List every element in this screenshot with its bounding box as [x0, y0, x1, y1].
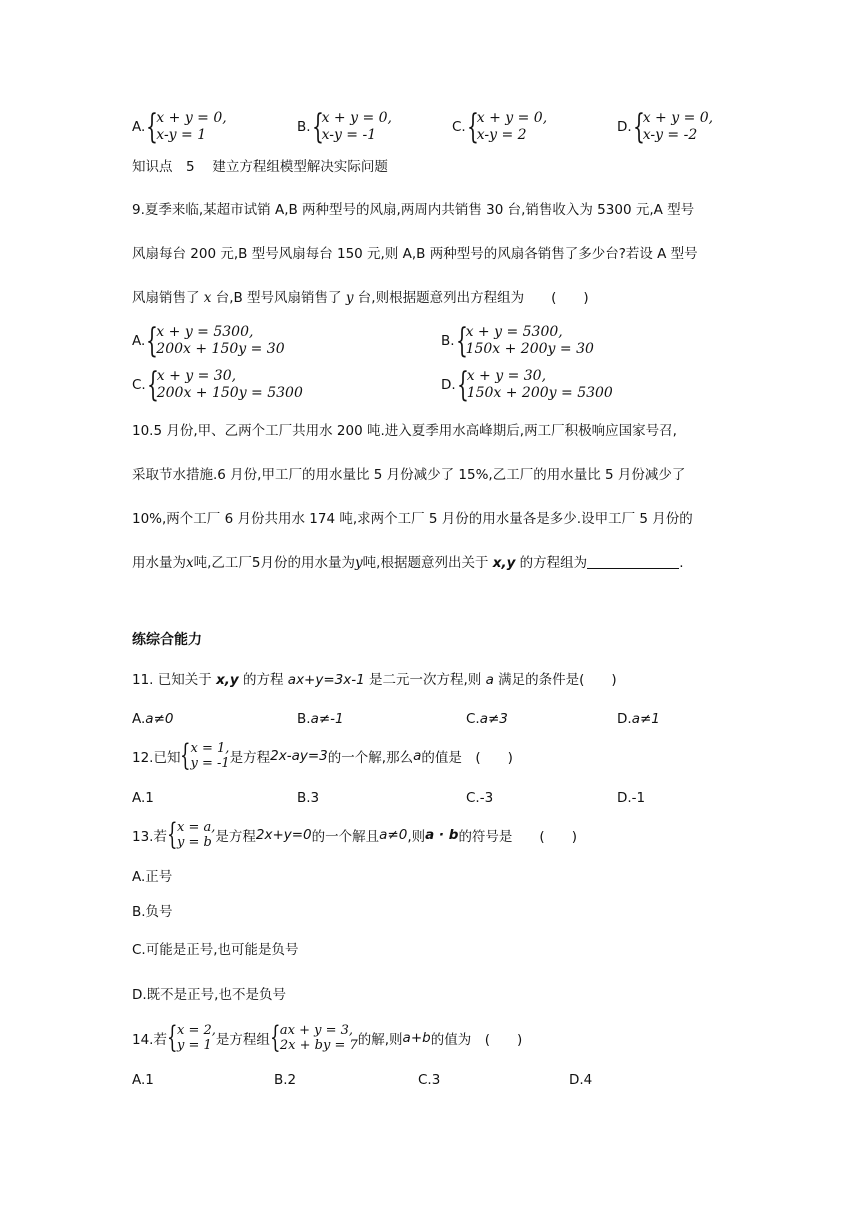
brace: {: [466, 107, 479, 147]
knowledge-point-5: 知识点 5 建立方程组模型解决实际问题: [132, 159, 388, 175]
q11-stem: 11. 已知关于 x,y 的方程 ax+y=3x-1 是二元一次方程,则 a 满足的条件是( ): [132, 672, 617, 688]
q9-option-c: C. { x + y = 30, 200x + 150y = 5300: [132, 365, 303, 405]
q9-line-2: 风扇每台 200 元,B 型号风扇每台 150 元,则 A,B 两种型号的风扇各销售了多少台?若设 A 型号: [132, 246, 698, 262]
answer-blank[interactable]: [587, 554, 679, 569]
q10-line-2: 采取节水措施.6 月份,甲工厂的用水量比 5 月份减少了 15%,乙工厂的用水量比 5 月份减少了: [132, 467, 686, 483]
q13-option-b: B.负号: [132, 904, 173, 920]
brace: {: [146, 107, 159, 147]
q12-option-d: D.-1: [617, 790, 646, 806]
q13-option-a: A.正号: [132, 869, 173, 885]
q12-option-a: A.1: [132, 790, 154, 806]
q12-option-c: C.-3: [466, 790, 494, 806]
q11-option-c: C.a≠3: [466, 711, 508, 727]
q12-option-b: B.3: [297, 790, 320, 806]
q14-option-a: A.1: [132, 1072, 154, 1088]
q9-option-a: A. { x + y = 5300, 200x + 150y = 30: [132, 321, 285, 361]
q8-option-b: B. { x + y = 0, x-y = -1: [297, 107, 392, 147]
q10-line-3: 10%,两个工厂 6 月份共用水 174 吨,求两个工厂 5 月份的用水量各是多少.设甲工厂 5 月份的: [132, 511, 693, 527]
brace: {: [146, 365, 159, 405]
q11-option-d: D.a≠1: [617, 711, 660, 727]
q9-line-3: 风扇销售了 x 台,B 型号风扇销售了 y 台,则根据题意列出方程组为 ( ): [132, 290, 589, 306]
brace: {: [146, 321, 159, 361]
q11-option-b: B.a≠-1: [297, 711, 344, 727]
q8-option-d: D. { x + y = 0, x-y = -2: [617, 107, 714, 147]
brace: {: [269, 1020, 281, 1055]
brace: {: [632, 107, 645, 147]
q9-option-b: B. { x + y = 5300, 150x + 200y = 30: [441, 321, 594, 361]
brace: {: [456, 365, 469, 405]
q8-option-c: C. { x + y = 0, x-y = 2: [452, 107, 548, 147]
q14-stem: 14.若 { x = 2, y = 1 是方程组 { ax + y = 3, 2x + by = 7 的解,则 a+b 的值为 ( ): [132, 1020, 523, 1055]
q13-option-d: D.既不是正号,也不是负号: [132, 987, 286, 1003]
q9-option-d: D. { x + y = 30, 150x + 200y = 5300: [441, 365, 613, 405]
brace: {: [166, 1020, 178, 1055]
q9-line-1: 9.夏季来临,某超市试销 A,B 两种型号的风扇,两周内共销售 30 台,销售收入为 5300 元,A 型号: [132, 202, 695, 218]
brace: {: [311, 107, 324, 147]
brace: {: [455, 321, 468, 361]
q11-option-a: A.a≠0: [132, 711, 174, 727]
q13-option-c: C.可能是正号,也可能是负号: [132, 942, 299, 958]
q13-stem: 13.若 { x = a, y = b 是方程 2x+y=0 的一个解且 a≠0 ,则 a · b 的符号是 ( ): [132, 817, 577, 852]
q14-option-c: C.3: [418, 1072, 441, 1088]
q14-option-b: B.2: [274, 1072, 297, 1088]
brace: {: [180, 738, 191, 773]
q10-line-4: 用水量为x吨,乙工厂5月份的用水量为y吨,根据题意列出关于 x,y 的方程组为 .: [132, 555, 684, 571]
brace: {: [166, 817, 178, 852]
q8-option-a: A. { x + y = 0, x-y = 1: [132, 107, 227, 147]
q10-line-1: 10.5 月份,甲、乙两个工厂共用水 200 吨.进入夏季用水高峰期后,两工厂积极响应国家号召,: [132, 423, 677, 439]
q12-stem: 12.已知 { x = 1, y = -1 是方程 2x-ay=3 的一个解,那么 a 的值是 ( ): [132, 738, 513, 773]
q14-option-d: D.4: [569, 1072, 593, 1088]
section-title: 练综合能力: [132, 632, 202, 648]
